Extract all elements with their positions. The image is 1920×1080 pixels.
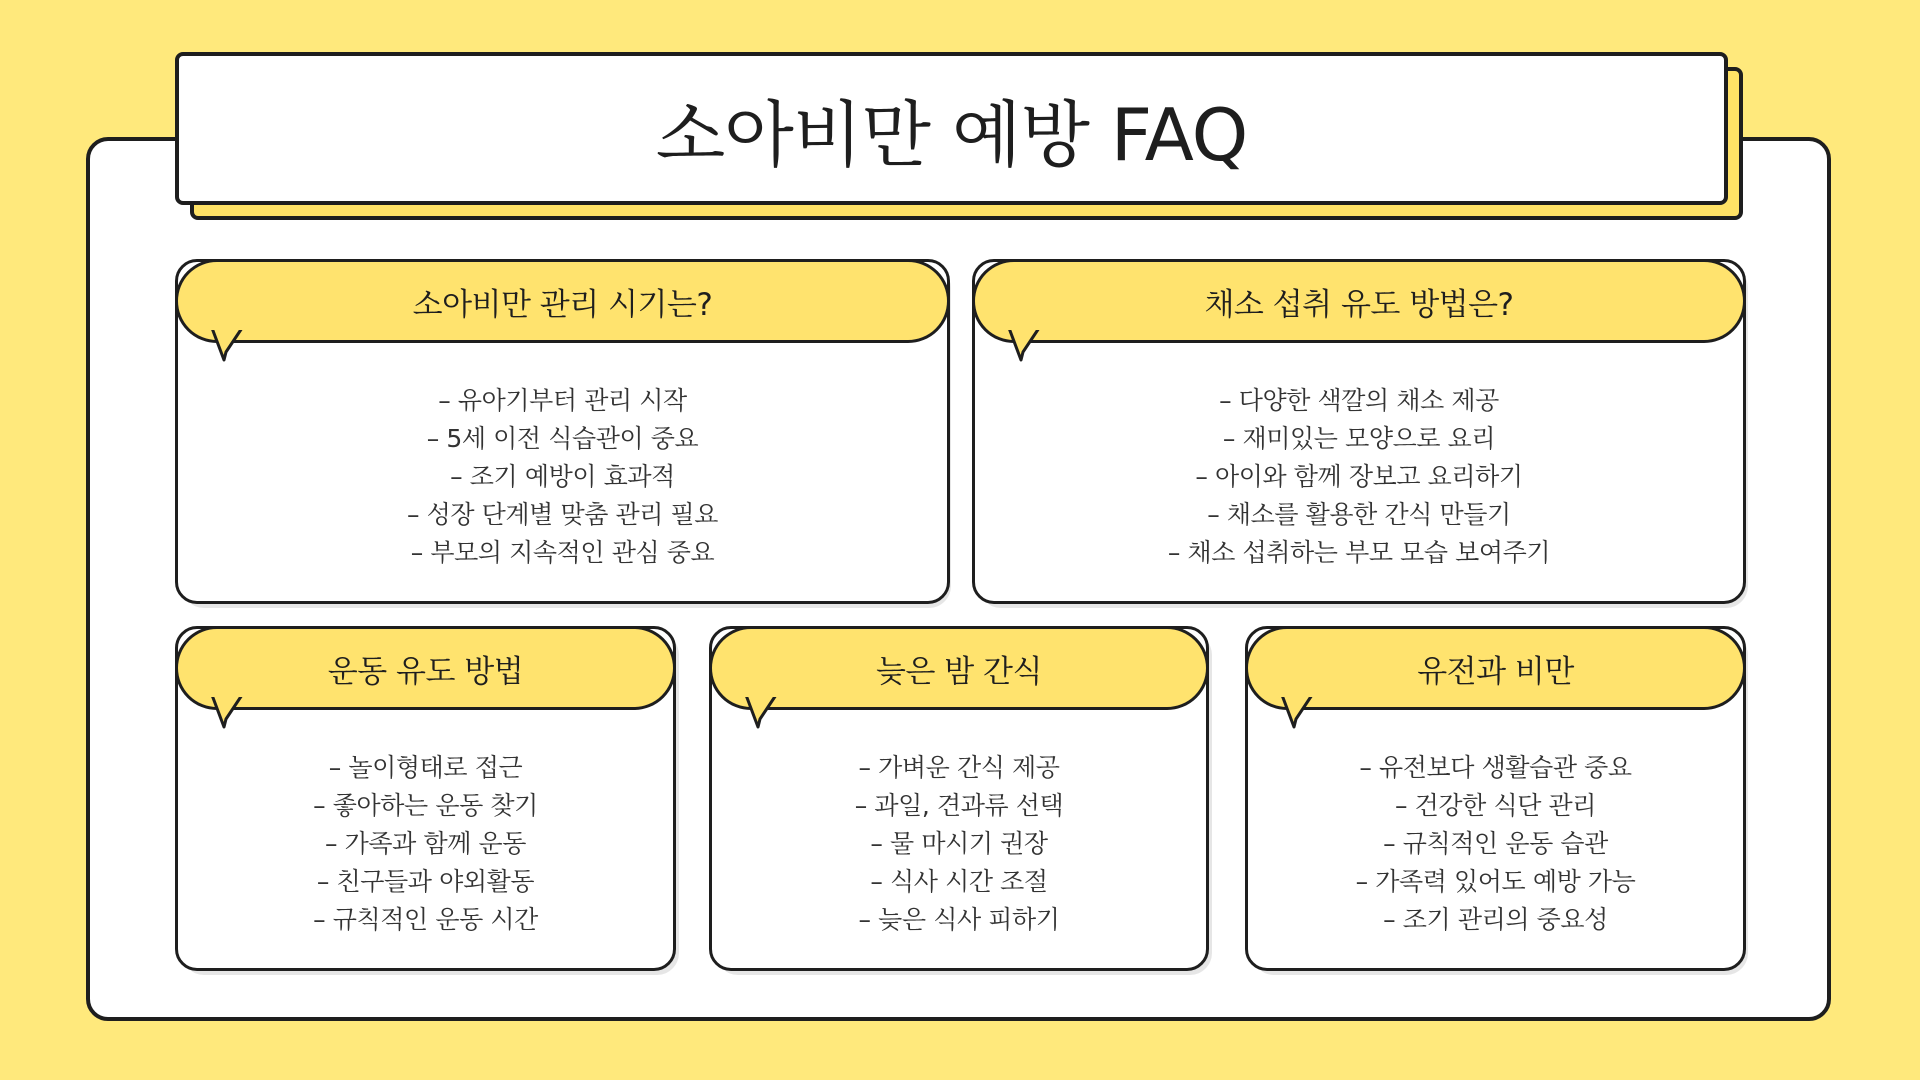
- list-item: – 늦은 식사 피하기: [858, 905, 1060, 934]
- list-item: – 채소 섭취하는 부모 모습 보여주기: [1167, 538, 1551, 567]
- faq-card-management-timing: [175, 259, 950, 604]
- list-item: – 부모의 지속적인 관심 중요: [410, 538, 715, 567]
- list-item: – 조기 관리의 중요성: [1383, 905, 1608, 934]
- card-list: [178, 749, 673, 939]
- list-item: – 건강한 식단 관리: [1395, 791, 1596, 820]
- speech-tail-icon: [1007, 328, 1041, 368]
- card-heading: 채소 섭취 유도 방법은?: [1204, 286, 1514, 323]
- list-item: – 5세 이전 식습관이 중요: [426, 424, 699, 453]
- title-box: [175, 52, 1728, 205]
- card-heading: 운동 유도 방법: [327, 653, 524, 690]
- faq-card-vegetable-intake: [972, 259, 1746, 604]
- list-item: – 유전보다 생활습관 중요: [1359, 753, 1632, 782]
- list-item: – 성장 단계별 맞춤 관리 필요: [406, 500, 719, 529]
- list-item: – 채소를 활용한 간식 만들기: [1207, 500, 1511, 529]
- card-list: [975, 382, 1743, 572]
- list-item: – 가족과 함께 운동: [325, 829, 526, 858]
- faq-card-late-night-snack: [709, 626, 1209, 971]
- list-item: – 과일, 견과류 선택: [854, 791, 1064, 820]
- list-item: – 아이와 함께 장보고 요리하기: [1195, 462, 1523, 491]
- card-header: [175, 259, 950, 343]
- page-title: 소아비만 예방 FAQ: [655, 92, 1248, 177]
- list-item: – 친구들과 야외활동: [316, 867, 535, 896]
- list-item: – 유아기부터 관리 시작: [438, 386, 687, 415]
- faq-card-exercise: [175, 626, 676, 971]
- speech-tail-icon: [210, 328, 244, 368]
- card-header: [709, 626, 1209, 710]
- list-item: – 물 마시기 권장: [870, 829, 1048, 858]
- list-item: – 식사 시간 조절: [870, 867, 1048, 896]
- card-header: [972, 259, 1746, 343]
- card-header: [175, 626, 676, 710]
- list-item: – 가벼운 간식 제공: [858, 753, 1060, 782]
- speech-tail-icon: [1280, 695, 1314, 735]
- card-heading: 늦은 밤 간식: [876, 653, 1042, 690]
- list-item: – 다양한 색깔의 채소 제공: [1219, 386, 1499, 415]
- list-item: – 규칙적인 운동 습관: [1383, 829, 1608, 858]
- list-item: – 놀이형태로 접근: [328, 753, 523, 782]
- faq-card-genetics: [1245, 626, 1746, 971]
- list-item: – 가족력 있어도 예방 가능: [1355, 867, 1636, 896]
- card-heading: 소아비만 관리 시기는?: [412, 286, 713, 323]
- speech-tail-icon: [210, 695, 244, 735]
- card-list: [1248, 749, 1743, 939]
- card-list: [178, 382, 947, 572]
- list-item: – 규칙적인 운동 시간: [313, 905, 538, 934]
- card-header: [1245, 626, 1746, 710]
- list-item: – 조기 예방이 효과적: [450, 462, 675, 491]
- speech-tail-icon: [744, 695, 778, 735]
- list-item: – 재미있는 모양으로 요리: [1222, 424, 1496, 453]
- list-item: – 좋아하는 운동 찾기: [313, 791, 538, 820]
- card-list: [712, 749, 1206, 939]
- card-heading: 유전과 비만: [1417, 653, 1574, 690]
